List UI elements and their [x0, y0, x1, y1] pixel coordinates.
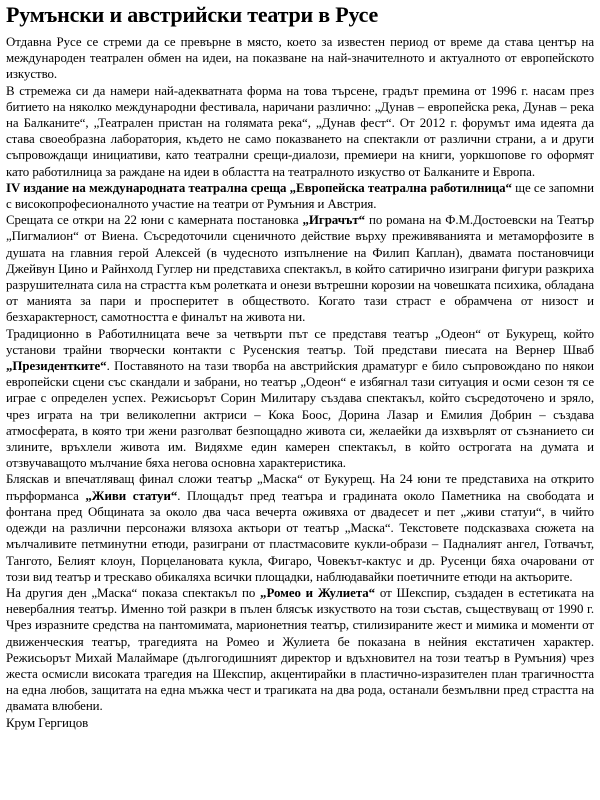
romeo-text-a: На другия ден „Маска“ показа спектакъл по — [6, 585, 261, 600]
romeo-text-b: от Шекспир, създаден в естетиката на невербалния театър. Именно той разкри в пълен блясък изкуството на този състав, съществуващ от 1990 г. Чрез изразните средства на пантомимата, марионетния театър, стилизираните жест и мимика и моменти от движенческия театър, трагедията на Ромео и Жулиета бе показана в нейния екстатичен характер. Режисьорът Михай Малаймаре (дългогодишният директор и вдъхновител на този театър в Румъния) чрез жеста осмисли високата трагедия на Шекспир, акцентирайки в пластично-изразителен план трагичността на една любов, защитата на една мъжка чест и трагиката на два рода, останали безмълвни пред страстта на двамата влюбени. — [6, 585, 594, 714]
paragraph-history: В стремежа си да намери най-адекватната форма на това търсене, градът премина от 1996 г. насам през битието на няколко международни фестивала, наричани различно: „Дунав – европейска река, Дунав – река на Балканите“, „Театрален пристан на голямата река“, „Дунав фест“. От 2012 г. форумът има идеята да става своеобразна лаборатория, където не само показването на спектакли от различни страни, а и други съпровождащи инициативи, като театрални срещи-диалози, премиери на книги, уоркшопове го оформят като работилница за раждане на идеи в областта на театралното изкуство от Балканите и Европа. — [6, 83, 594, 179]
paragraph-edition — [6, 180, 594, 212]
edition-text: ще се запомни с високопрофесионалното участие на театри от Румъния и Австрия. — [6, 180, 594, 212]
gambler-text-b: по романа на Ф.М.Достоевски на Театър „Пигмалион“ от Виена. Съсредоточили сценичното действие върху преживяванията и метаморфозите в душата на главния герой Алексей (в чудесното изпълнение на Филип Каплан), двамата постановчици Джейвун Цино и Райнхолд Гуглер ни представиха спектакъл, в който сатирично изиграни фигури разкриха разрушителната сила на страстта към ролетката и онези вътрешни корозии на човешката психика, обладана от манията за пари и просперитет в обществото. Когато тази страст е обрамчена от низост и безхарактерност, самотността е финалът на живота ни. — [6, 213, 594, 325]
paragraph-gambler — [6, 212, 594, 325]
gambler-title: „Играчът“ — [302, 213, 366, 228]
statues-title: „Живи статуи“ — [85, 488, 178, 503]
paragraph-romeo-juliet — [6, 585, 594, 715]
gambler-text-a: Срещата се откри на 22 юни с камерната постановка — [6, 213, 303, 228]
statues-text-a: Бляскав и впечатляващ финал сложи театър „Маска“ от Букурещ. На 24 юни те представиха на открито пърформанса — [6, 472, 594, 503]
author-signature: Крум Гергицов — [6, 715, 89, 730]
presidents-title: „Президентките“ — [6, 359, 107, 374]
article-title: Румънски и австрийски театри в Русе — [6, 2, 379, 27]
edition-heading: IV издание на международната театрална среща „Европейска театрална работилница“ — [6, 180, 512, 195]
paragraph-living-statues — [6, 471, 594, 584]
paragraph-intro: Отдавна Русе се стреми да се превърне в място, което за известен период от време да става център на международен театрален обмен на идеи, на показване на най-значителното и актуалното от европейското изкуство. — [6, 35, 594, 82]
romeo-title: „Ромео и Жулиета“ — [260, 585, 376, 600]
statues-text-b: . Площадът пред театъра и градината около Паметника на свободата и фонтана пред Общината за около два часа вечерта оживяха от двадесет и пет „живи статуи“, в чийто одежди на различни персонажи влязоха актьори от театър „Маска“. Текстовете подсказваха сюжета на мълчаливите петминутни етюди, разиграни от пластмасовите кукли-образи – Падналият ангел, Готвачът, Тангото, Белият клоун, Порцелановата кукла, Фигаро, Човекът-кактус и др. Русенци бяха очаровани от този вид театър и трескаво обикаляха всички площадки, наблюдавайки поетичните етюди на актьорите. — [6, 488, 594, 584]
paragraph-presidents — [6, 326, 594, 472]
presidents-text-a: Традиционно в Работилницата вече за четвърти път се представя театър „Одеон“ от Букурещ, който установи трайни творчески контакти с Русенския театър. Той представи пиесата на Вернер Шваб — [6, 326, 594, 357]
presidents-text-b: . Поставяното на тази творба на австрийския драматург е било съпровождано по някои европейски сцени със скандали и забрани, но театър „Одеон“ е избягнал тази ситуация и осми сезон тя се играе с определен успех. Режисьорът Сорин Милитару създава спектакъл, който съсредоточено и зряло, чрез играта на три великолепни актриси – Кока Боос, Дорина Лазар и Емилия Добрин – създава атмосферата, в която три жени разголват безпощадно живота си, желаейки да изхвърлят от съзнанието си злините, връхлели живота им. Видяхме един камерен спектакъл, в който острогата на думата и отзвучаващото мълчание бяха негова основна характеристика. — [6, 359, 594, 471]
